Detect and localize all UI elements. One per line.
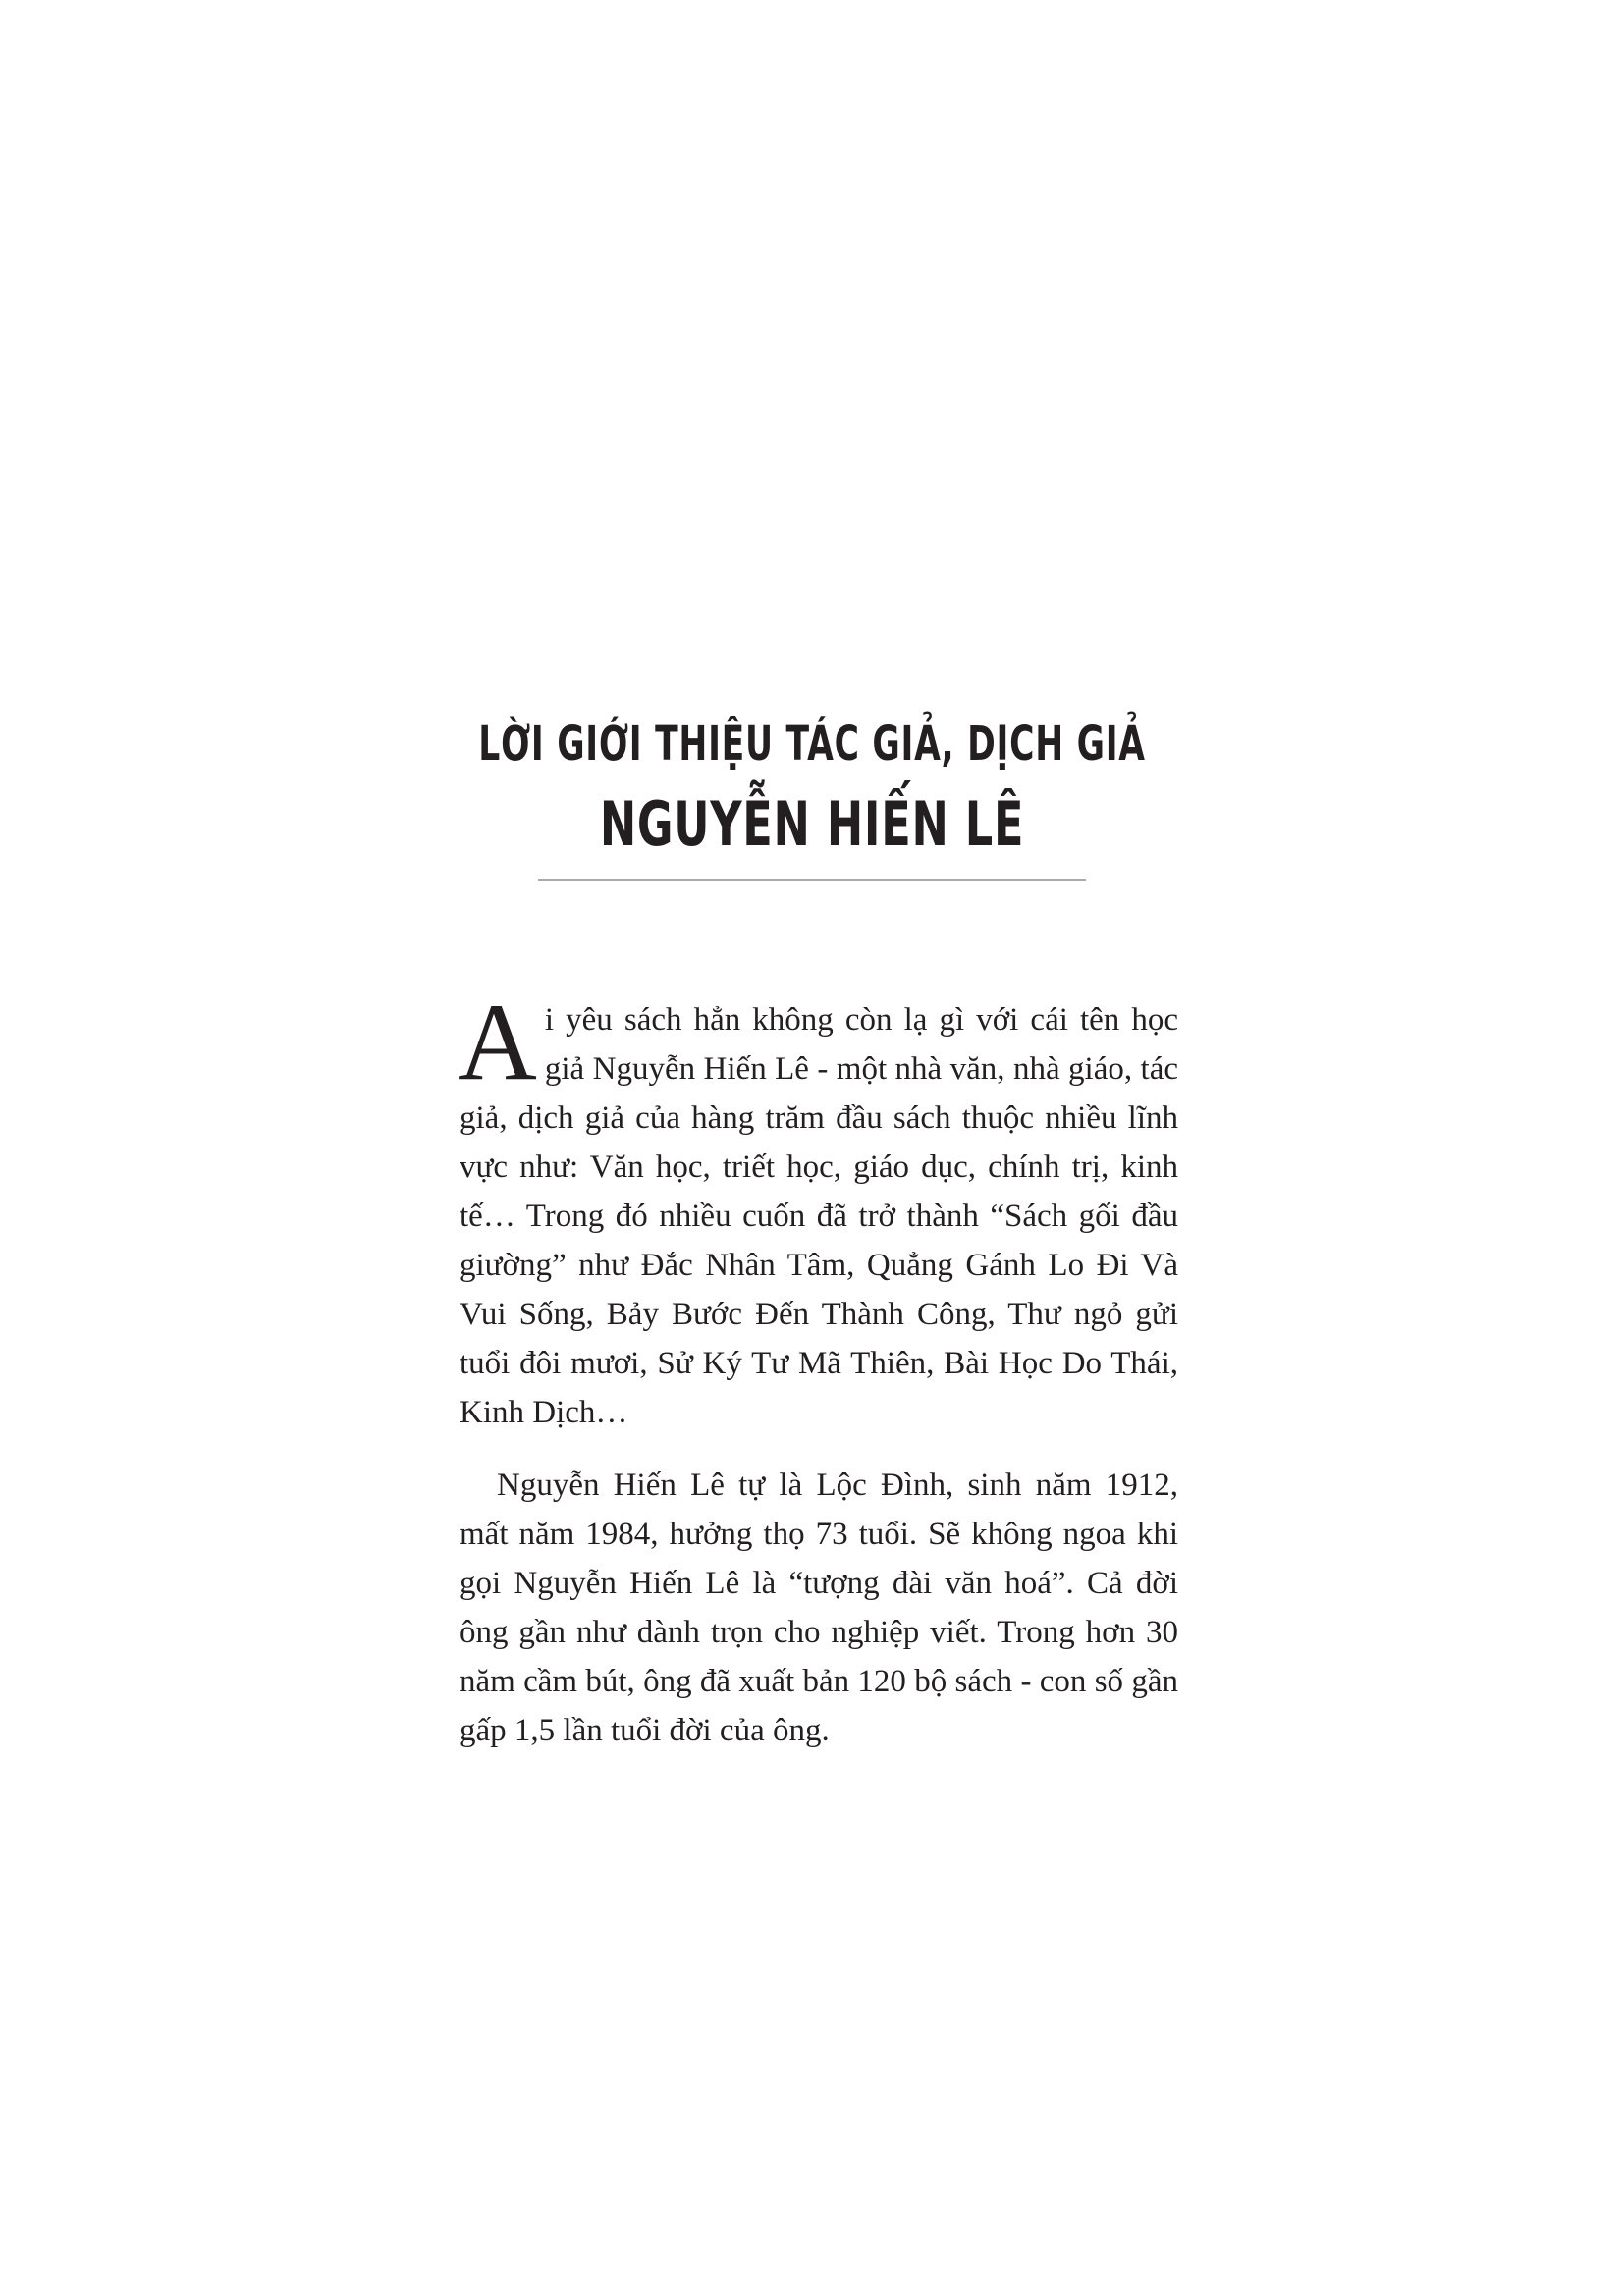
heading-divider — [538, 879, 1086, 881]
heading-line-2: NGUYỄN HIẾN LÊ — [599, 788, 1025, 860]
body-text — [458, 982, 1178, 1755]
drop-cap: A — [458, 982, 537, 1103]
heading-line-1: LỜI GIỚI THIỆU TÁC GIẢ, DỊCH GIẢ — [478, 717, 1146, 772]
paragraph-1 — [458, 982, 1178, 1437]
paragraph-2: Nguyễn Hiến Lê tự là Lộc Đình, sinh năm 1912, mất năm 1984, hưởng thọ 73 tuổi. Sẽ không ngoa khi gọi Nguyễn Hiến Lê là “tượng đài văn hoá”. Cả đời ông gần như dành trọn cho nghiệp viết. Trong hơn 30 năm cầm bút, ông đã xuất bản 120 bộ sách - con số gần gấp 1,5 lần tuổi đời của ông. — [460, 1468, 1178, 1748]
paragraph-1-text: i yêu sách hẳn không còn lạ gì với cái tên học giả Nguyễn Hiến Lê - một nhà văn, nhà giáo, tác giả, dịch giả của hàng trăm đầu sách thuộc nhiều lĩnh vực như: Văn học, triết học, giáo dục, chính trị, kinh tế… Trong đó nhiều cuốn đã trở thành “Sách gối đầu giường” như Đắc Nhân Tâm, Quẳng Gánh Lo Đi Và Vui Sống, Bảy Bước Đến Thành Công, Thư ngỏ gửi tuổi đôi mươi, Sử Ký Tư Mã Thiên, Bài Học Do Thái, Kinh Dịch… — [460, 1002, 1178, 1430]
